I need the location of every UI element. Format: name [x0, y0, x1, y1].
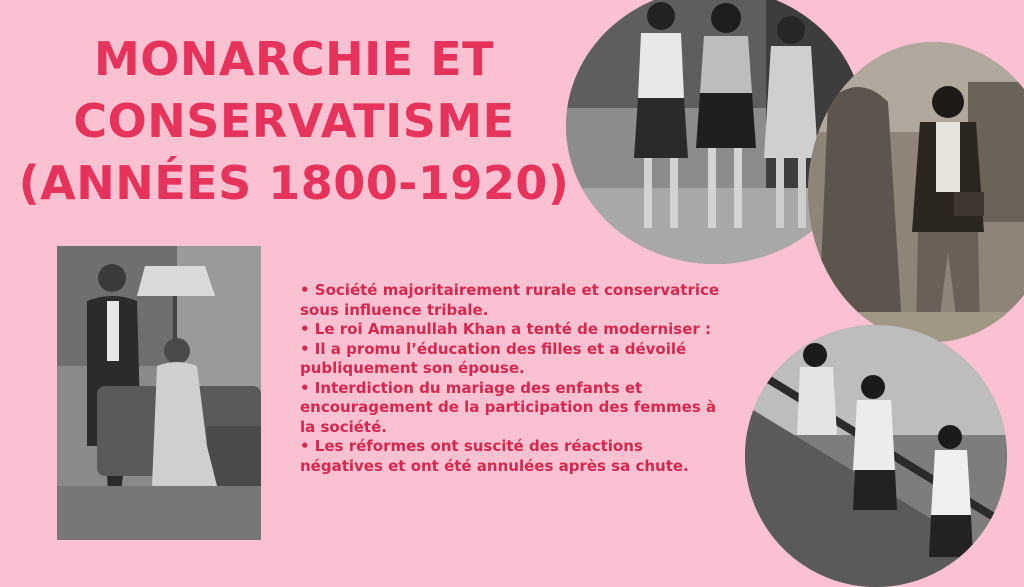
title-line-2: CONSERVATISME — [73, 94, 515, 148]
bullet-item: • Le roi Amanullah Khan a tenté de moderniser : — [300, 320, 712, 338]
bullet-list — [300, 281, 720, 476]
title-line-3: (ANNÉES 1800-1920) — [18, 156, 570, 210]
flight-attendants-stairs-photo — [745, 325, 1007, 587]
bullet-item: • Interdiction du mariage des enfants et encouragement de la participation des femmes à la société. — [300, 378, 717, 436]
bullet-item: • Il a promu l’éducation des filles et a dévoilé publiquement son épouse. — [300, 339, 687, 377]
slide-title — [14, 28, 574, 214]
bullet-item: • Les réformes ont suscité des réactions négatives et ont été annulées après sa chute. — [300, 437, 689, 475]
title-line-1: MONARCHIE ET — [93, 32, 494, 86]
bullet-item: • Société majoritairement rurale et conservatrice sous influence tribale. — [300, 281, 720, 319]
royal-couple-photo — [57, 246, 261, 540]
